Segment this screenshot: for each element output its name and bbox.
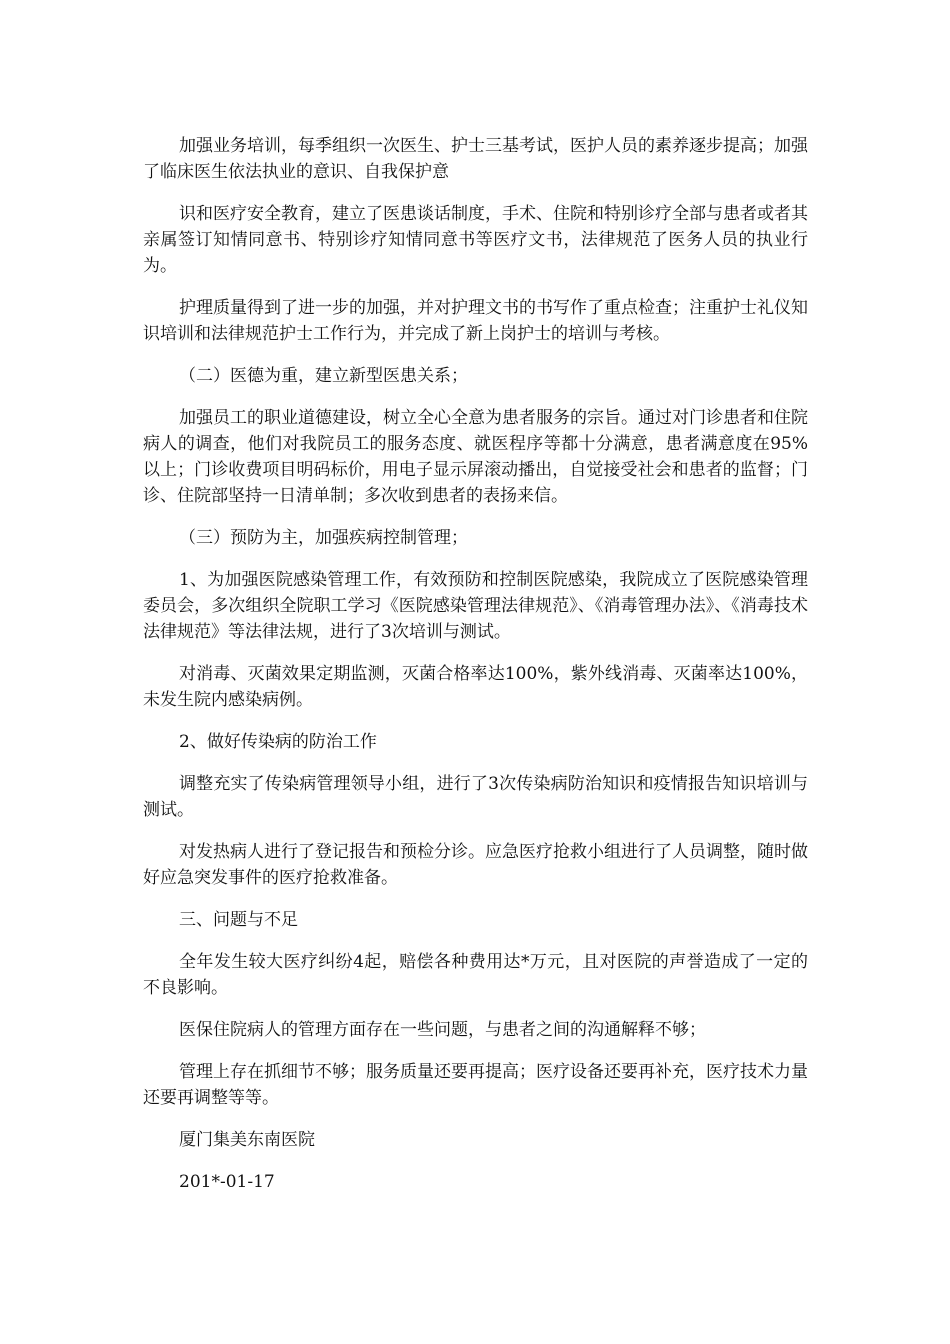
section-heading-ethics: （二）医德为重，建立新型医患关系； <box>179 366 468 386</box>
paragraph-nursing-quality: 护理质量得到了进一步的加强，并对护理文书的书写作了重点检查；注重护士礼仪知识培训和法律规范护士工作行为，并完成了新上岗护士的培训与考核。 <box>143 298 808 344</box>
paragraph-ethics: 加强员工的职业道德建设，树立全心全意为患者服务的宗旨。通过对门诊患者和住院病人的调查，他们对我院员工的服务态度、就医程序等都十分满意，患者满意度在95%以上；门诊收费项目明码标价，用电子显示屏滚动播出，自觉接受社会和患者的监督；门诊、住院部坚持一日清单制；多次收到患者的表扬来信。 <box>143 408 808 506</box>
paragraph-management-issues: 管理上存在抓细节不够；服务质量还要再提高；医疗设备还要再补充，医疗技术力量还要再调整等等。 <box>143 1062 808 1108</box>
paragraph-disputes: 全年发生较大医疗纠纷4起，赔偿各种费用达*万元，且对医院的声誉造成了一定的不良影响。 <box>143 952 808 998</box>
paragraph-infectious-disease-team: 调整充实了传染病管理领导小组，进行了3次传染病防治知识和疫情报告知识培训与测试。 <box>143 774 808 820</box>
subheading-infectious-disease: 2、做好传染病的防治工作 <box>179 732 377 752</box>
signature-date: 201*-01-17 <box>179 1172 275 1192</box>
paragraph-safety-education: 识和医疗安全教育，建立了医患谈话制度，手术、住院和特别诊疗全部与患者或者其亲属签订知情同意书、特别诊疗知情同意书等医疗文书，法律规范了医务人员的执业行为。 <box>143 204 808 276</box>
section-heading-prevention: （三）预防为主，加强疾病控制管理； <box>179 528 468 548</box>
paragraph-training: 加强业务培训，每季组织一次医生、护士三基考试，医护人员的素养逐步提高；加强了临床医生依法执业的意识、自我保护意 <box>143 136 808 182</box>
signature-hospital-name: 厦门集美东南医院 <box>179 1130 315 1150</box>
paragraph-infection-management: 1、为加强医院感染管理工作，有效预防和控制医院感染，我院成立了医院感染管理委员会，多次组织全院职工学习《医院感染管理法律规范》、《消毒管理办法》、《消毒技术法律规范》等法律法规，进行了3次培训与测试。 <box>143 570 808 642</box>
paragraph-fever-triage: 对发热病人进行了登记报告和预检分诊。应急医疗抢救小组进行了人员调整，随时做好应急突发事件的医疗抢救准备。 <box>143 842 808 888</box>
paragraph-insurance-patients: 医保住院病人的管理方面存在一些问题，与患者之间的沟通解释不够； <box>179 1020 706 1040</box>
paragraph-disinfection: 对消毒、灭菌效果定期监测，灭菌合格率达100%，紫外线消毒、灭菌率达100%，未发生院内感染病例。 <box>143 664 808 710</box>
document-body <box>143 133 808 1211</box>
section-heading-problems: 三、问题与不足 <box>179 910 298 930</box>
